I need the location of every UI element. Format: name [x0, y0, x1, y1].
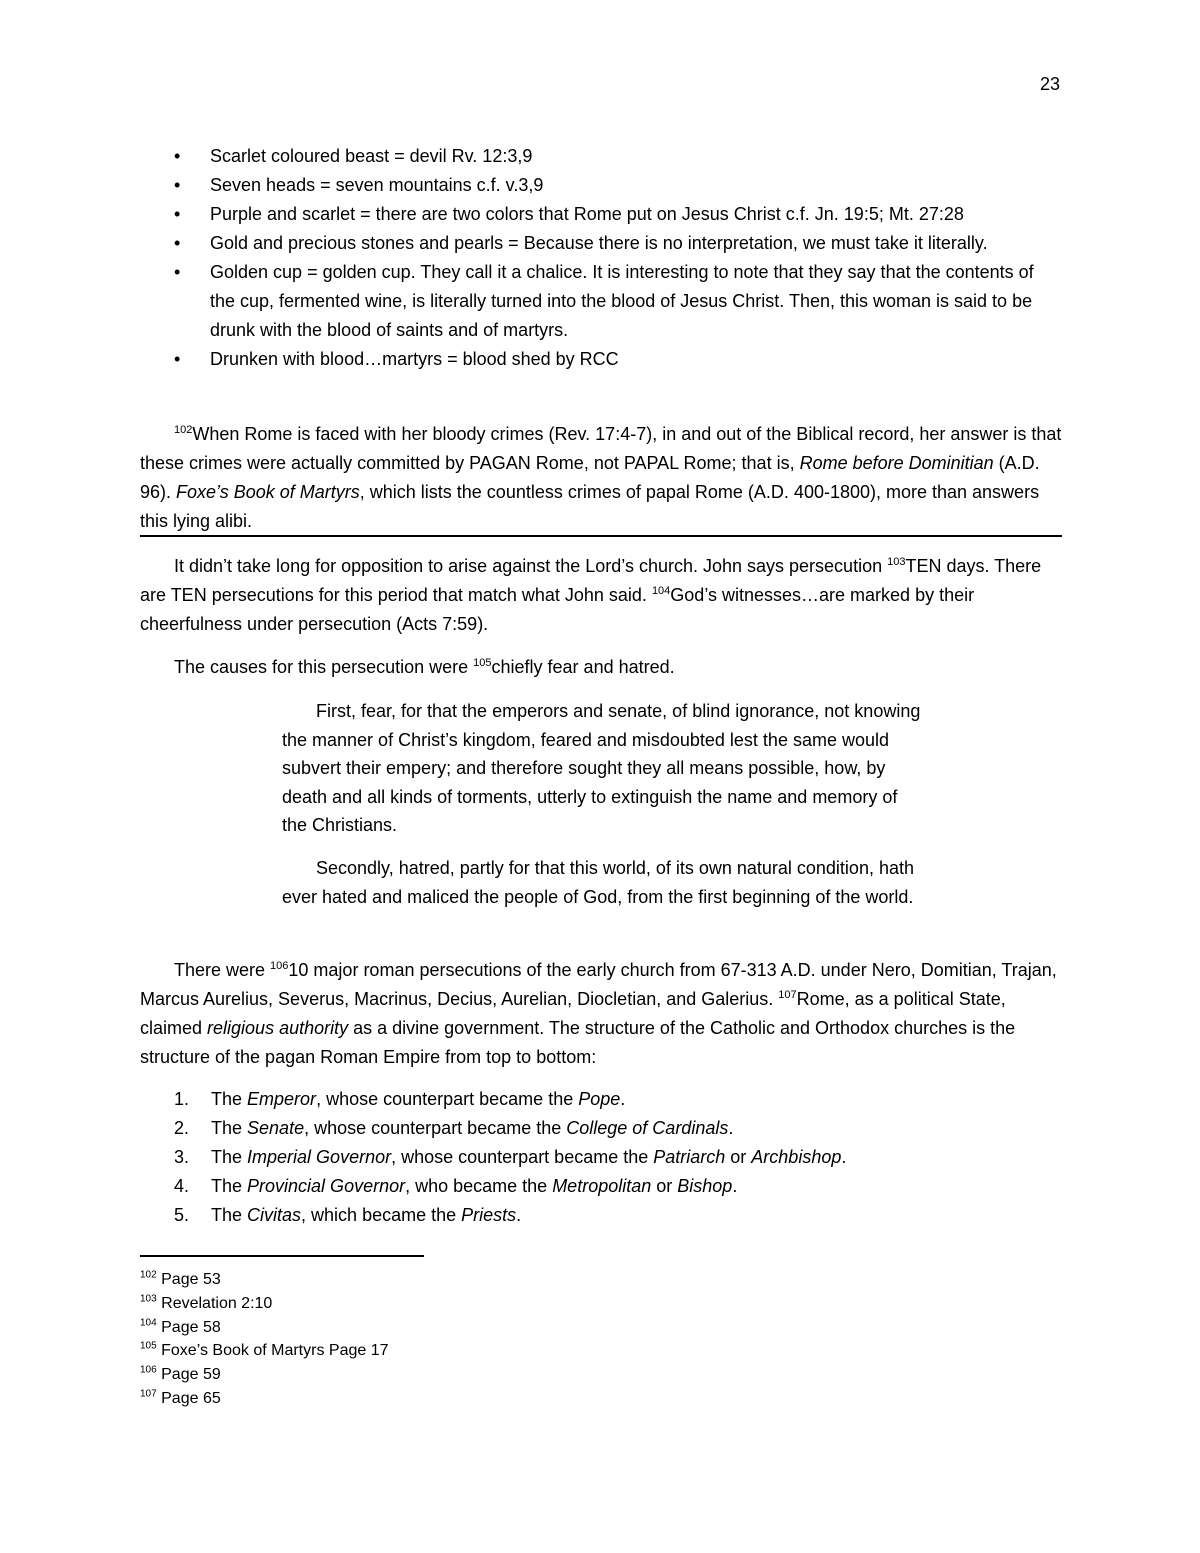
footnote-ref: 105	[473, 657, 492, 669]
footnote: $^{103}$ Revelation 2:10	[140, 1293, 273, 1312]
footnote-ref: 106	[270, 960, 289, 972]
bullet-item: • Golden cup = golden cup. They call it a chalice. It is interesting to note that they say that the contents of the cup, fermented wine, is literally turned into the blood of Jesus Christ. Then, this woman is said to be drunk with the blood of saints and of martyrs.	[140, 258, 1060, 345]
note-text: , which lists the countless crimes of papal Rome (A.D. 400-1800), more than answers this lying alibi.	[140, 482, 1040, 531]
footnote: $^{107}$ Page 65	[140, 1388, 221, 1407]
footnote-ref: 102	[174, 424, 193, 436]
structure-item: 2. The Senate, whose counterpart became the College of Cardinals.	[174, 1118, 734, 1138]
bullet-item: • Scarlet coloured beast = devil Rv. 12:3,9	[140, 142, 1060, 171]
block-quote-fear: First, fear, for that the emperors and senate, of blind ignorance, not knowing the manner of Christ’s kingdom, feared and misdoubted lest the same would subvert their empery; and therefore sought they all means possible, how, by death and all kinds of torments, utterly to extinguish the name and memory of the Christians.	[282, 701, 921, 835]
structure-item: 1. The Emperor, whose counterpart became the Pope.	[174, 1089, 626, 1109]
causes-paragraph: The causes for this persecution were $^{105}$chiefly fear and hatred.	[174, 657, 675, 677]
footnote-separator	[140, 1255, 424, 1257]
footnotes	[140, 1268, 640, 1411]
bullet-item: • Gold and precious stones and pearls = Because there is no interpretation, we must take it literally.	[140, 229, 1060, 258]
footnote: $^{104}$ Page 58	[140, 1317, 221, 1336]
structure-item: 4. The Provincial Governor, who became the Metropolitan or Bishop.	[174, 1176, 738, 1196]
structure-item: 5. The Civitas, which became the Priests.	[174, 1205, 522, 1225]
bullet-item: • Drunken with blood…martyrs = blood shed by RCC	[140, 345, 1060, 374]
section-divider	[140, 535, 1062, 537]
page-number: 23	[1039, 74, 1060, 94]
block-quote-hatred: Secondly, hatred, partly for that this world, of its own natural condition, hath ever hated and maliced the people of God, from the first beginning of the world.	[282, 858, 914, 907]
footnote: $^{105}$ Foxe’s Book of Martyrs Page 17	[140, 1341, 389, 1360]
footnote: $^{102}$ Page 53	[140, 1269, 221, 1288]
note-italic: Foxe’s Book of Martyrs	[176, 482, 360, 502]
note-text: (A.D. 96).	[140, 453, 1040, 502]
persecution-paragraph: It didn’t take long for opposition to arise against the Lord’s church. John says persecution $^{103}$TEN days. There are TEN persecutions for this period that match what John said. $^{104}$God’s witnesses…are marked by their cheerfulness under persecution (Acts 7:59).	[140, 556, 1042, 634]
rome-crimes-note	[140, 420, 1062, 536]
note-italic: Rome before Dominitian	[799, 453, 994, 473]
roman-persecutions-paragraph: There were $^{106}$10 major roman persecutions of the early church from 67-313 A.D. under Nero, Domitian, Trajan, Marcus Aurelius, Severus, Macrinus, Decius, Aurelian, Diocletian, and Galerius. $^{107}$Rome, as a political State, claimed religious authority as a divine government. The structure of the Catholic and Orthodox churches is the structure of the pagan Roman Empire from top to bottom:	[140, 960, 1057, 1067]
note-text: When Rome is faced with her bloody crimes (Rev. 17:4-7), in and out of the Biblical record, her answer is that these crimes were actually committed by PAGAN Rome, not PAPAL Rome; that is,	[140, 424, 1062, 473]
structure-item: 3. The Imperial Governor, whose counterpart became the Patriarch or Archbishop.	[174, 1147, 847, 1167]
footnote-ref: 104	[651, 585, 671, 597]
footnote-ref: 107	[778, 989, 797, 1001]
church-structure-list	[140, 1085, 1062, 1230]
footnote-ref: 103	[887, 556, 906, 568]
bullet-item: • Seven heads = seven mountains c.f. v.3,9	[140, 171, 1060, 200]
footnote: $^{106}$ Page 59	[140, 1364, 221, 1384]
bullet-item: • Purple and scarlet = there are two colors that Rome put on Jesus Christ c.f. Jn. 19:5; Mt. 27:28	[140, 200, 1060, 229]
interpretation-bullet-list	[140, 142, 1060, 374]
